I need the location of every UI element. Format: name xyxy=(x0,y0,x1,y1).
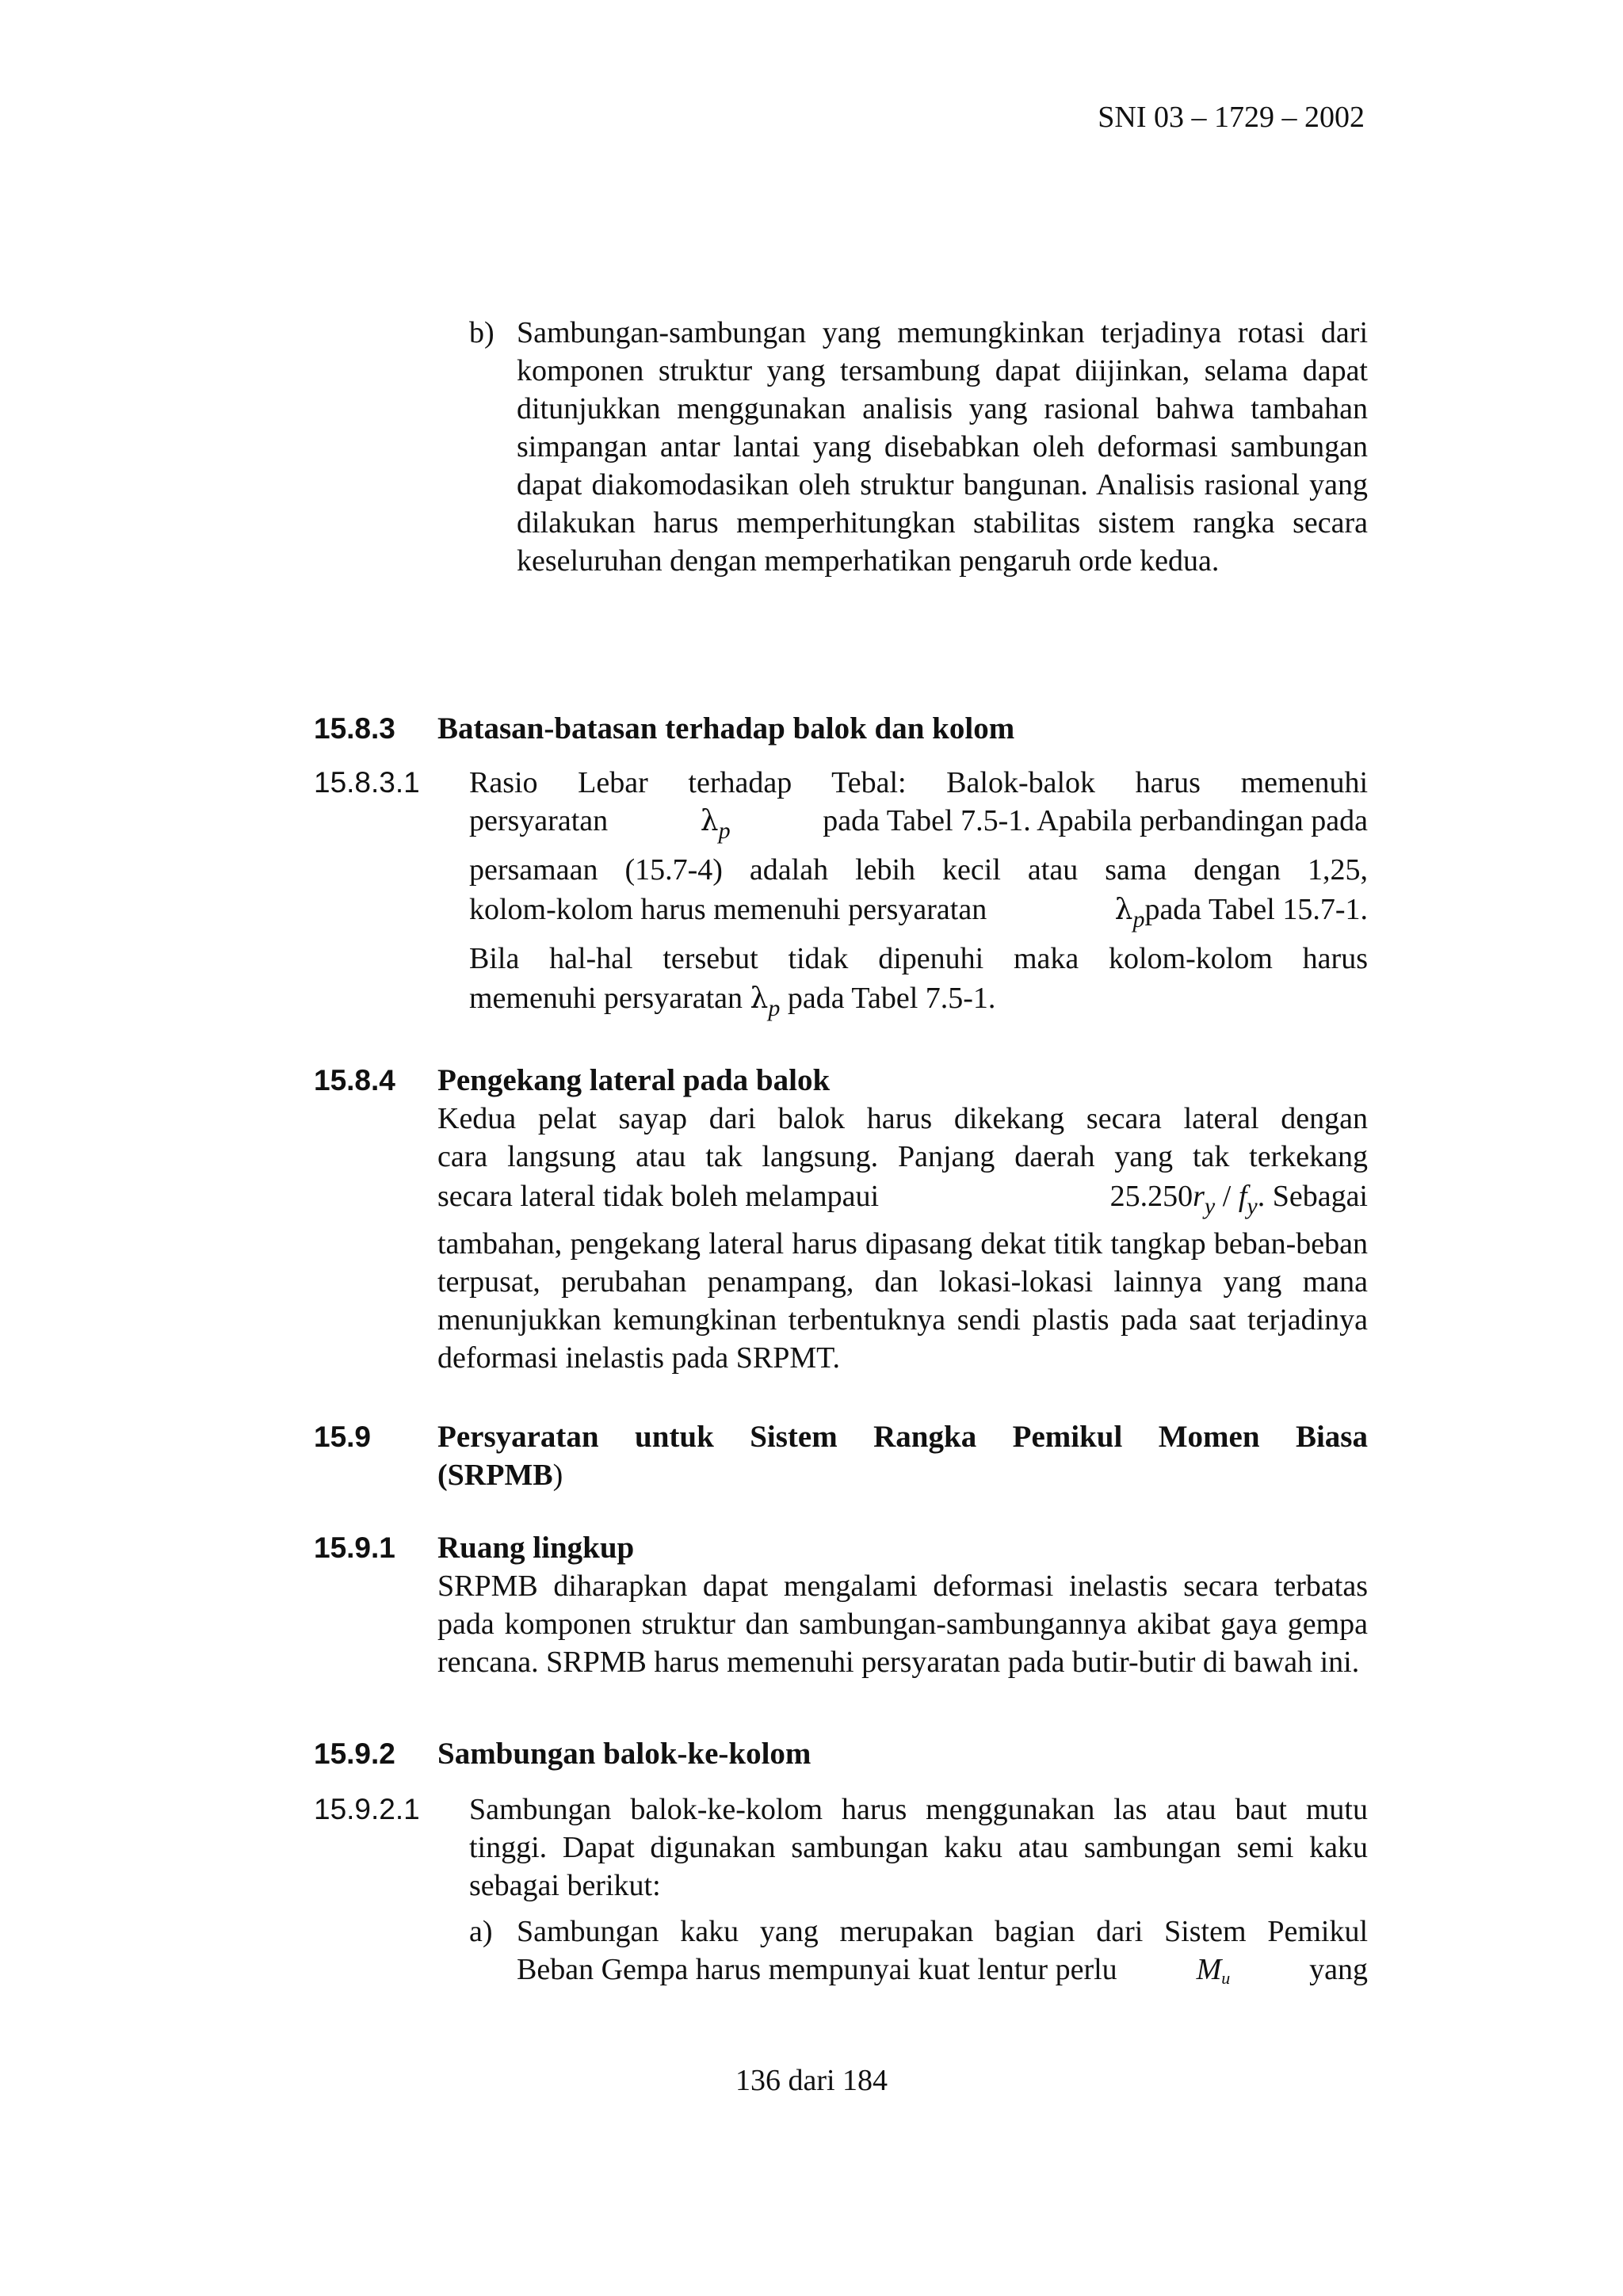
section-title-15-9-line-1: Persyaratan untuk Sistem Rangka Pemikul Momen Biasa xyxy=(437,1420,1368,1454)
section-title-15-8-3: Batasan-batasan terhadap balok dan kolom xyxy=(437,711,1015,746)
section-title-15-8-4: Pengekang lateral pada balok xyxy=(437,1063,831,1097)
section-number-15-8-3: 15.8.3 xyxy=(314,712,395,745)
section-title-15-9-line-2: (SRPMB) xyxy=(437,1459,563,1492)
section-15-8-3-1-line-2 xyxy=(469,802,1368,850)
section-title-15-9-1: Ruang lingkup xyxy=(437,1531,635,1565)
document-id-header: SNI 03 – 1729 – 2002 xyxy=(1098,101,1365,134)
line-4-lambda-group: $\lambda_ppada$ Tabel 15.7-1. xyxy=(1114,893,1368,933)
section-15-8-3-1-line-6: memenuhi persyaratan $\lambda_p$ pada Tabel 7.5-1. xyxy=(469,982,996,1021)
section-number-15-9-2: 15.9.2 xyxy=(314,1737,395,1770)
slenderness-formula: $25.250r_y / f_y$. Sebagai xyxy=(1109,1180,1368,1219)
section-15-9-1-text: SRPMB diharapkan dapat mengalami deformasi inelastis secara terbatas pada komponen struktur dan sambungan-sambungannya akibat gaya gempa rencana. SRPMB harus memenuhi persyaratan pada butir-butir di bawah ini. xyxy=(437,1569,1368,1679)
line-2-text-a: persyaratan xyxy=(469,804,609,837)
item-a-line-2: Beban Gempa harus mempunyai kuat lentur perlu $M_u$ yang xyxy=(517,1951,1368,1997)
section-number-15-9-2-1: 15.9.2.1 xyxy=(314,1793,420,1825)
section-15-8-4-text-2: tambahan, pengekang lateral harus dipasang dekat titik tangkap beban-beban terpusat, perubahan penampang, dan lokasi-lokasi lainnya yang mana menunjukkan kemungkinan terbentuknya sendi plastis pada saat terjadinya deformasi inelastis pada SRPMT. xyxy=(437,1227,1368,1375)
lambda-p-symbol: $\lambda_p$ xyxy=(700,805,731,844)
section-title-15-9-2: Sambungan balok-ke-kolom xyxy=(437,1737,812,1771)
page-number-footer: 136 dari 184 xyxy=(735,2064,888,2097)
section-number-15-8-3-1: 15.8.3.1 xyxy=(314,766,420,799)
section-15-8-3-1-line-4 xyxy=(469,891,1368,939)
section-15-8-4-line-2: cara langsung atau tak langsung. Panjang daerah yang tak terkekang xyxy=(437,1140,1368,1173)
item-a-label: a) xyxy=(469,1915,493,1948)
section-number-15-8-4: 15.8.4 xyxy=(314,1064,395,1097)
section-15-8-4-line-1: Kedua pelat sayap dari balok harus dikekang secara lateral dengan xyxy=(437,1102,1368,1135)
line-2-text-b: pada Tabel 7.5-1. Apabila perbandingan pada xyxy=(823,804,1368,837)
section-15-8-3-1-line-5: Bila hal-hal tersebut tidak dipenuhi maka kolom-kolom harus xyxy=(469,942,1368,975)
line-4-text-a: kolom-kolom harus memenuhi persyaratan xyxy=(469,893,987,926)
item-b-text: Sambungan-sambungan yang memungkinkan terjadinya rotasi dari komponen struktur yang tersambung dapat diijinkan, selama dapat ditunjukkan menggunakan analisis yang rasional bahwa tambahan simpangan antar lantai yang disebabkan oleh deformasi sambungan dapat diakomodasikan oleh struktur bangunan. Analisis rasional yang dilakukan harus memperhitungkan stabilitas sistem rangka secara keseluruhan dengan memperhatikan pengaruh orde kedua. xyxy=(517,316,1368,578)
section-15-9-2-1-text: Sambungan balok-ke-kolom harus menggunakan las atau baut mutu tinggi. Dapat digunakan sambungan kaku atau sambungan semi kaku sebagai berikut: xyxy=(469,1793,1368,1902)
lambda-p-symbol: λ xyxy=(750,982,769,1015)
section-number-15-9: 15.9 xyxy=(314,1421,372,1453)
section-15-8-4-line-3: secara lateral tidak boleh melampaui $25.250r_y / f_y$. Sebagai xyxy=(437,1177,1368,1226)
lambda-p-symbol: λ xyxy=(1114,894,1133,926)
item-b-label: b) xyxy=(469,316,495,349)
section-15-8-3-1-line-1: Rasio Lebar terhadap Tebal: Balok-balok harus memenuhi xyxy=(469,766,1368,799)
section-number-15-9-1: 15.9.1 xyxy=(314,1531,395,1564)
Mu-symbol: $M_u$ xyxy=(1196,1953,1231,1988)
section-15-8-3-1-line-3: persamaan (15.7-4) adalah lebih kecil atau sama dengan 1,25, xyxy=(469,853,1368,887)
item-a-line-1: Sambungan kaku yang merupakan bagian dari Sistem Pemikul xyxy=(517,1915,1368,1948)
